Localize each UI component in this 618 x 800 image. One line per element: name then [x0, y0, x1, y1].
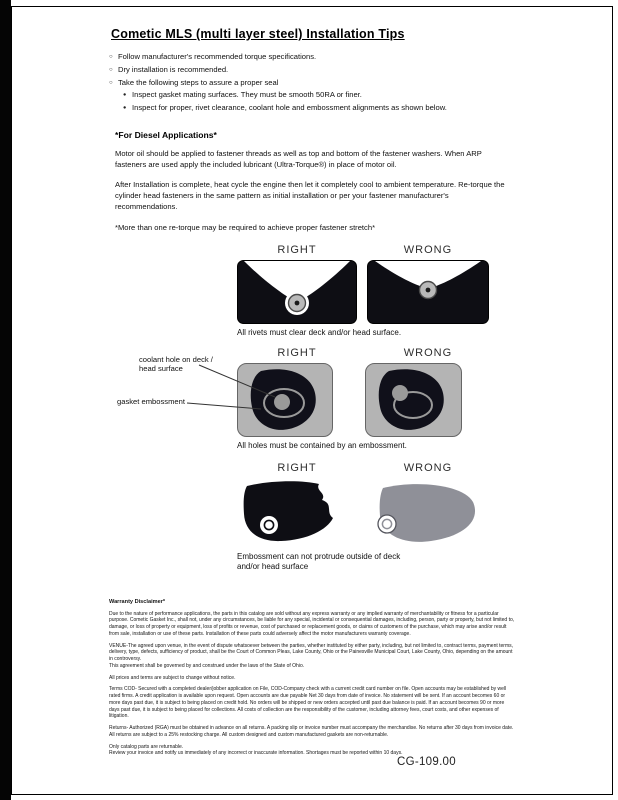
diesel-applications-heading: *For Diesel Applications* [115, 129, 217, 140]
list-item [123, 102, 598, 115]
warranty-paragraph: Due to the nature of performance applications, the parts in this catalog are sold without any express warranty or any implied warranty of merchantability or fitness for a particular purpose. Cometic Gasket Inc., shall not, under any circumstances, be liable for any special, incidental or consequential damages, including, person, party or property, but not limited to, damage, or loss of property or equipment, loss of profits or revenue, cost of purchased or replacement goods, or claims of customers of the purchase, which may arise and/or result from sale, installation or use of these parts. Installation of these parts could adversely affect the motor manufacturers warranty coverage. [109, 610, 515, 637]
wrong-label: WRONG [403, 461, 453, 474]
warranty-paragraph: All prices and terms are subject to change without notice. [109, 674, 236, 681]
figure-holes-wrap [109, 347, 598, 450]
page-content [11, 6, 613, 795]
deck-shape [244, 481, 333, 541]
coolant-hole [392, 385, 408, 401]
right-label: RIGHT [277, 461, 317, 474]
holes-right-diagram [237, 363, 333, 437]
wrong-label: WRONG [403, 346, 453, 359]
bullet-icon: ○ [109, 79, 113, 86]
embossment-hole [260, 516, 278, 534]
warranty-heading: Warranty Disclaimer* [109, 598, 166, 605]
figure-embossment [237, 462, 493, 573]
warranty-paragraph: Review your invoice and notify us immediately of any incorrect or inaccurate information. Shortages must be reported within 10 days. [109, 750, 403, 757]
warranty-paragraph: This agreement shall be governed by and construed under the laws of the State of Ohio. [109, 662, 305, 669]
bullet-icon: ● [123, 105, 127, 111]
right-label: RIGHT [277, 346, 317, 359]
deck-shape [380, 484, 475, 542]
document-number: CG-109.00 [397, 756, 456, 768]
bullet-icon: ● [123, 92, 127, 99]
embossment-right-diagram [237, 478, 357, 548]
list-item-text: Inspect gasket mating surfaces. They must be smooth 50RA or finer. [132, 90, 362, 100]
figure-panels [237, 478, 493, 548]
tips-list [109, 51, 598, 115]
figure-holes [237, 347, 493, 450]
list-item [109, 51, 598, 64]
warranty-paragraph: Terms COD- Secured with a completed dealer/jobber application on File, COD-Company check with a current credit card number on file. Open accounts may be established by well rated firms. A credit application is available upon request. Open accounts are due payable Net 30 days from date of invoice. No statement will be sent. If an account becomes 60 or more days past due, it is subject to being placed on credit hold. No orders will be shipped or new orders accepted until past due balance is paid. If an account becomes 90 or more days past due, it is subject to being placed for collections. All costs of collection are the responsibility of the customer, including attorney fees, court costs, and other expenses of litigation. [109, 686, 507, 720]
rivet-right-diagram [237, 260, 357, 324]
figure-caption: All holes must be contained by an embossment. [237, 440, 407, 450]
coolant-hole-annotation: coolant hole on deck / head surface [139, 354, 213, 374]
holes-wrong-diagram [365, 363, 462, 437]
coolant-hole [274, 394, 290, 410]
figure-labels [237, 462, 493, 476]
list-item-text: Follow manufacturer's recommended torque specifications. [118, 52, 317, 61]
bullet-icon: ○ [109, 54, 113, 60]
list-item-text: Inspect for proper, rivet clearance, coolant hole and embossment alignments as shown below. [132, 103, 447, 112]
figure-panels [237, 260, 493, 324]
diesel-paragraph-1: Motor oil should be applied to fastener threads as well as top and bottom of the fastener washers. When ARP fasteners are used apply the included lubricant (Ultra-Torque®) in place of motor oil. [115, 148, 482, 169]
figure-caption: Embossment can not protrude outside of deck and/or head surface [237, 551, 401, 572]
tips-sublist [123, 89, 598, 115]
figure-rivets [237, 244, 493, 337]
gasket-embossment-annotation: gasket embossment [117, 396, 185, 406]
embossment-hole [378, 515, 396, 533]
right-label: RIGHT [277, 243, 317, 256]
list-item [109, 77, 598, 90]
list-item-text: Take the following steps to assure a proper seal [118, 77, 279, 87]
list-item [109, 64, 598, 77]
figure-panels [237, 363, 493, 437]
figure-caption: All rivets must clear deck and/or head surface. [237, 327, 402, 337]
diesel-paragraph-2: After Installation is complete, heat cycle the engine then let it completely cool to ambient temperature. Re-torque the cylinder head fasteners in the same pattern as initial installation or per your fastener manufacturer's recommendations. [115, 179, 505, 211]
embossment-wrong-diagram [367, 478, 489, 548]
warranty-paragraph: VENUE-The agreed upon venue, in the event of dispute whatsoever between the parties, whether instituted by either party, including, but not limited to, contract terms, payment terms, delivery, type, defects, sufficiency of product, shall be the Court of Common Pleas, Lake County, Ohio or the Painesville Municipal Court, Lake County, Ohio, depending on the amount in controversy. [109, 642, 514, 663]
page-title: Cometic MLS (multi layer steel) Installation Tips [111, 27, 405, 41]
page-edge-bar [0, 0, 11, 800]
retorque-note: *More than one re-torque may be required to achieve proper fastener stretch* [115, 222, 376, 232]
rivet-wrong-diagram [367, 260, 489, 324]
figure-labels [237, 347, 493, 361]
list-item-text: Dry installation is recommended. [118, 64, 229, 74]
bullet-icon: ○ [109, 66, 113, 73]
warranty-paragraph: Only catalog parts are returnable. [109, 743, 184, 750]
warranty-section [109, 599, 515, 758]
wrong-label: WRONG [403, 243, 453, 256]
figure-labels [237, 244, 493, 258]
warranty-paragraph: Returns- Authorized (RGA) must be obtained in advance on all returns. A packing slip or invoice number must accompany the merchandise. No returns after 30 days from invoice date. All returns are subject to a 25% restocking charge. All custom designed and custom manufactured gaskets are non-returnable. [109, 725, 514, 738]
list-item [123, 89, 598, 102]
